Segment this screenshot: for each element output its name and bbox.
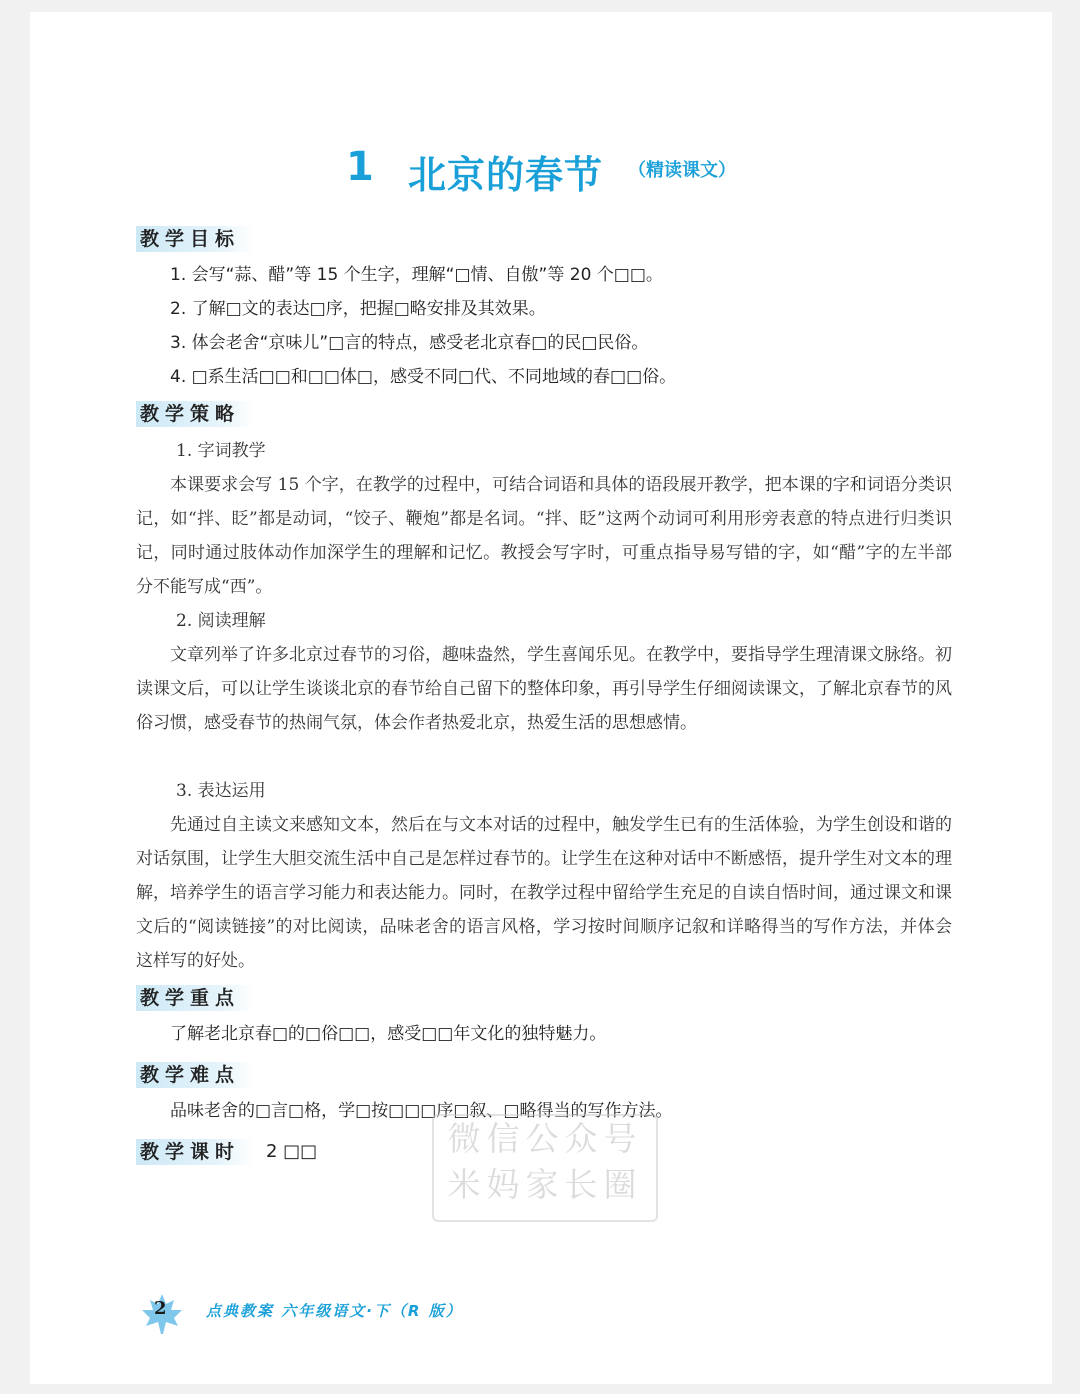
objective-item: 4. □系生活□□和□□体□，感受不同□代、不同地域的春□□俗。: [170, 367, 677, 387]
objective-item: 2. 了解□文的表达□序，把握□略安排及其效果。: [170, 299, 546, 319]
lesson-title: [30, 144, 1052, 204]
objective-item: 1. 会写“蒜、醋”等 15 个生字，理解“□情、自傲”等 20 个□□。: [170, 265, 663, 285]
strategy-paragraph: 文章列举了许多北京过春节的习俗，趣味盎然，学生喜闻乐见。在教学中，要指导学生理清课文脉络。初读课文后，可以让学生谈谈北京的春节给自己留下的整体印象，再引导学生仔细阅读课文，了解北京春节的风俗习惯，感受春节的热闹气氛，体会作者热爱北京，热爱生活的思想感情。: [136, 645, 952, 733]
strategy-subheading: 1. 字词教学: [176, 441, 266, 461]
lesson-number: 1: [346, 144, 374, 190]
heading-objectives: 教学目标: [136, 226, 254, 252]
heading-periods: 教学课时: [136, 1139, 254, 1165]
heading-difficulties: 教学难点: [136, 1062, 254, 1088]
page-number: 2: [154, 1298, 167, 1319]
heading-strategy: 教学策略: [136, 401, 254, 427]
key-points-text: 了解老北京春□的□俗□□，感受□□年文化的独特魅力。: [170, 1024, 607, 1044]
objective-item: 3. 体会老舍“京味儿”□言的特点，感受老北京春□的民□民俗。: [170, 333, 649, 353]
heading-key-points: 教学重点: [136, 985, 254, 1011]
document-page: [30, 12, 1052, 1384]
strategy-subheading: 2. 阅读理解: [176, 611, 266, 631]
watermark: [432, 1114, 658, 1222]
periods-value: 2 □□: [266, 1141, 318, 1162]
strategy-subheading: 3. 表达运用: [176, 781, 266, 801]
watermark-line: 米妈家长圈: [447, 1165, 643, 1204]
book-title: 点典教案 六年级语文·下（R 版）: [206, 1302, 463, 1320]
strategy-paragraph: 先通过自主读文来感知文本，然后在与文本对话的过程中，触发学生已有的生活体验，为学生创设和谐的对话氛围，让学生大胆交流生活中自己是怎样过春节的。让学生在这种对话中不断感悟，提升学生对文本的理解，培养学生的语言学习能力和表达能力。同时，在教学过程中留给学生充足的自读自悟时间，通过课文和课文后的“阅读链接”的对比阅读，品味老舍的语言风格，学习按时间顺序记叙和详略得当的写作方法，并体会这样写的好处。: [136, 815, 952, 971]
difficulties-text: 品味老舍的□言□格，学□按□□□序□叙、□略得当的写作方法。: [170, 1101, 673, 1121]
lesson-title-text: 北京的春节: [408, 153, 604, 197]
strategy-paragraph: 本课要求会写 15 个字，在教学的过程中，可结合词语和具体的语段展开教学，把本课的字和词语分类识记，如“拌、眨”都是动词，“饺子、鞭炮”都是名词。“拌、眨”这两个动词可利用形旁表意的特点进行归类识记，同时通过肢体动作加深学生的理解和记忆。教授会写字时，可重点指导易写错的字，如“醋”字的左半部分不能写成“西”。: [136, 475, 952, 597]
watermark-line: 微信公众号: [447, 1119, 643, 1158]
lesson-type: （精读课文）: [628, 160, 736, 181]
